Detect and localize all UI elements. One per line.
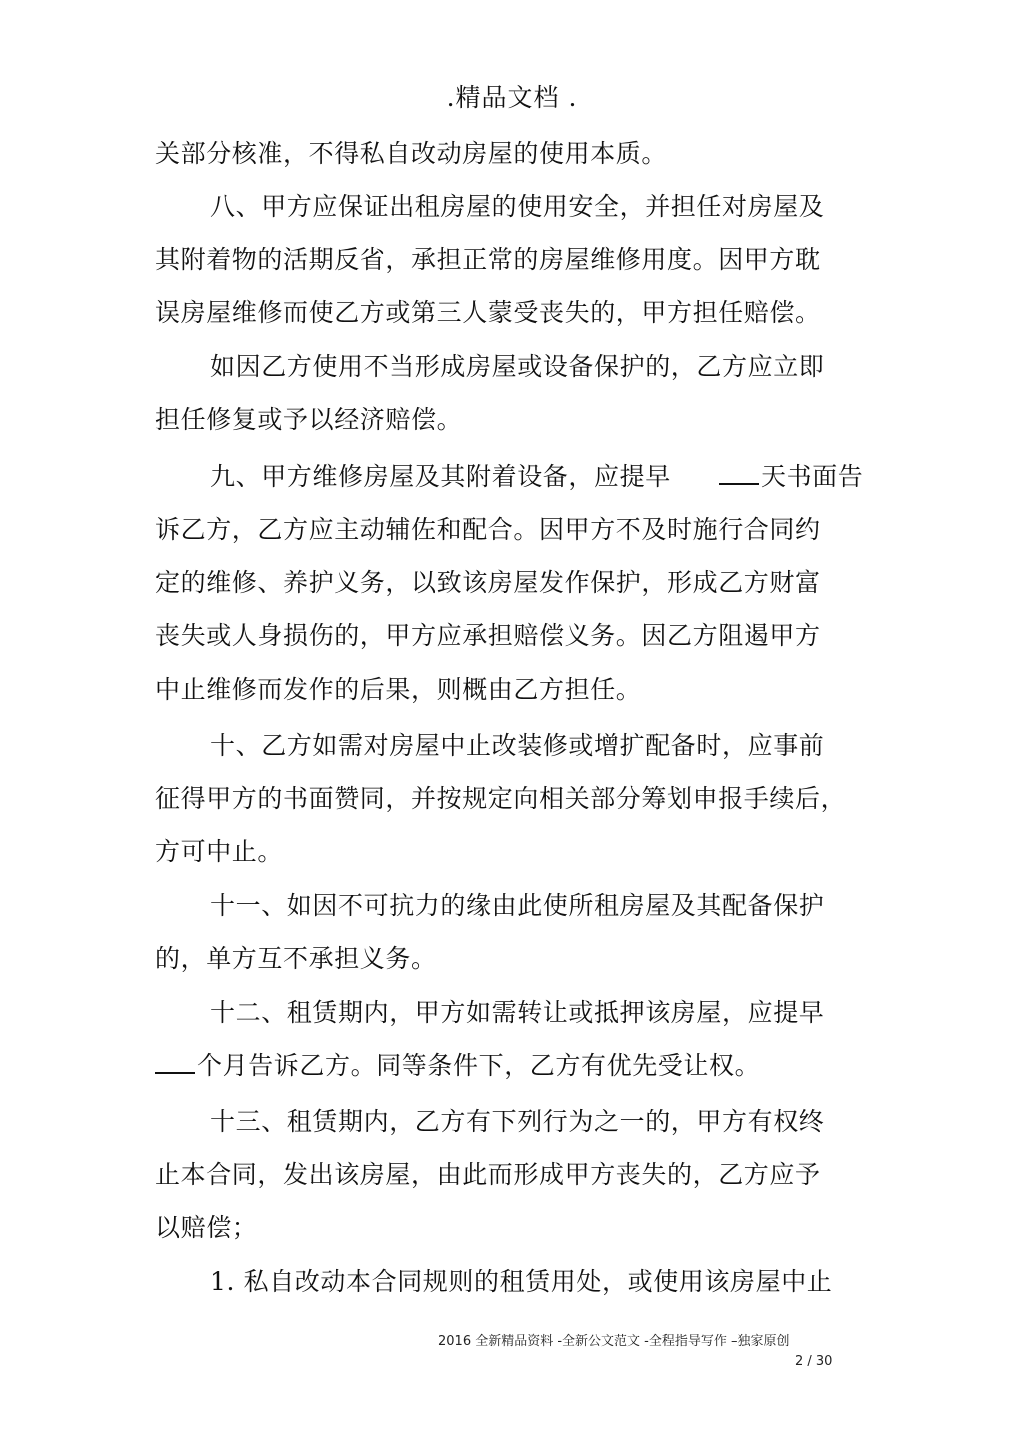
text-line: 中止维修而发作的后果，则概由乙方担任。	[155, 675, 642, 704]
text-line: 以赔偿；	[155, 1213, 258, 1242]
text-line: 其附着物的活期反省，承担正常的房屋维修用度。因甲方耽	[155, 245, 821, 274]
text-line: 征得甲方的书面赞同，并按规定向相关部分筹划申报手续后，	[155, 784, 847, 813]
blank-line	[155, 1050, 195, 1074]
text-line: 担任修复或予以经济赔偿。	[155, 405, 463, 434]
text-segment: 个月告诉乙方。同等条件下，乙方有优先受让权。	[197, 1051, 761, 1080]
page-header: .精品文档 .	[446, 83, 578, 112]
text-line: 十一、如因不可抗力的缘由此使所租房屋及其配备保护	[210, 891, 825, 920]
text-line	[155, 1050, 760, 1082]
text-line: 十三、租赁期内，乙方有下列行为之一的，甲方有权终	[210, 1107, 825, 1136]
text-line	[717, 461, 863, 493]
text-line: 关部分核准，不得私自改动房屋的使用本质。	[155, 139, 668, 168]
page-footer: 2016 全新精品资料 -全新公文范文 -全程指导写作 –独家原创	[438, 1334, 790, 1349]
text-line: 止本合同，发出该房屋，由此而形成甲方丧失的，乙方应予	[155, 1160, 821, 1189]
text-line: 十二、租赁期内，甲方如需转让或抵押该房屋，应提早	[210, 998, 825, 1027]
text-segment: 九、甲方维修房屋及其附着设备，应提早	[210, 462, 671, 491]
text-line: 误房屋维修而使乙方或第三人蒙受丧失的，甲方担任赔偿。	[155, 298, 821, 327]
text-line: 方可中止。	[155, 837, 284, 866]
text-line: 定的维修、养护义务，以致该房屋发作保护，形成乙方财富	[155, 568, 821, 597]
text-segment: 天书面告	[761, 462, 864, 491]
blank-line	[719, 461, 759, 485]
text-line: 如因乙方使用不当形成房屋或设备保护的，乙方应立即	[210, 352, 825, 381]
text-line: 1. 私自改动本合同规则的租赁用处，或使用该房屋中止	[210, 1267, 833, 1296]
text-line: 的，单方互不承担义务。	[155, 944, 437, 973]
text-line: 丧失或人身损伤的，甲方应承担赔偿义务。因乙方阻遏甲方	[155, 621, 821, 650]
text-line: 八、甲方应保证出租房屋的使用安全，并担任对房屋及	[210, 192, 825, 221]
text-line: 诉乙方，乙方应主动辅佐和配合。因甲方不及时施行合同约	[155, 515, 821, 544]
text-line: 十、乙方如需对房屋中止改装修或增扩配备时，应事前	[210, 731, 825, 760]
text-line	[210, 461, 671, 493]
page-number: 2 / 30	[795, 1354, 833, 1369]
